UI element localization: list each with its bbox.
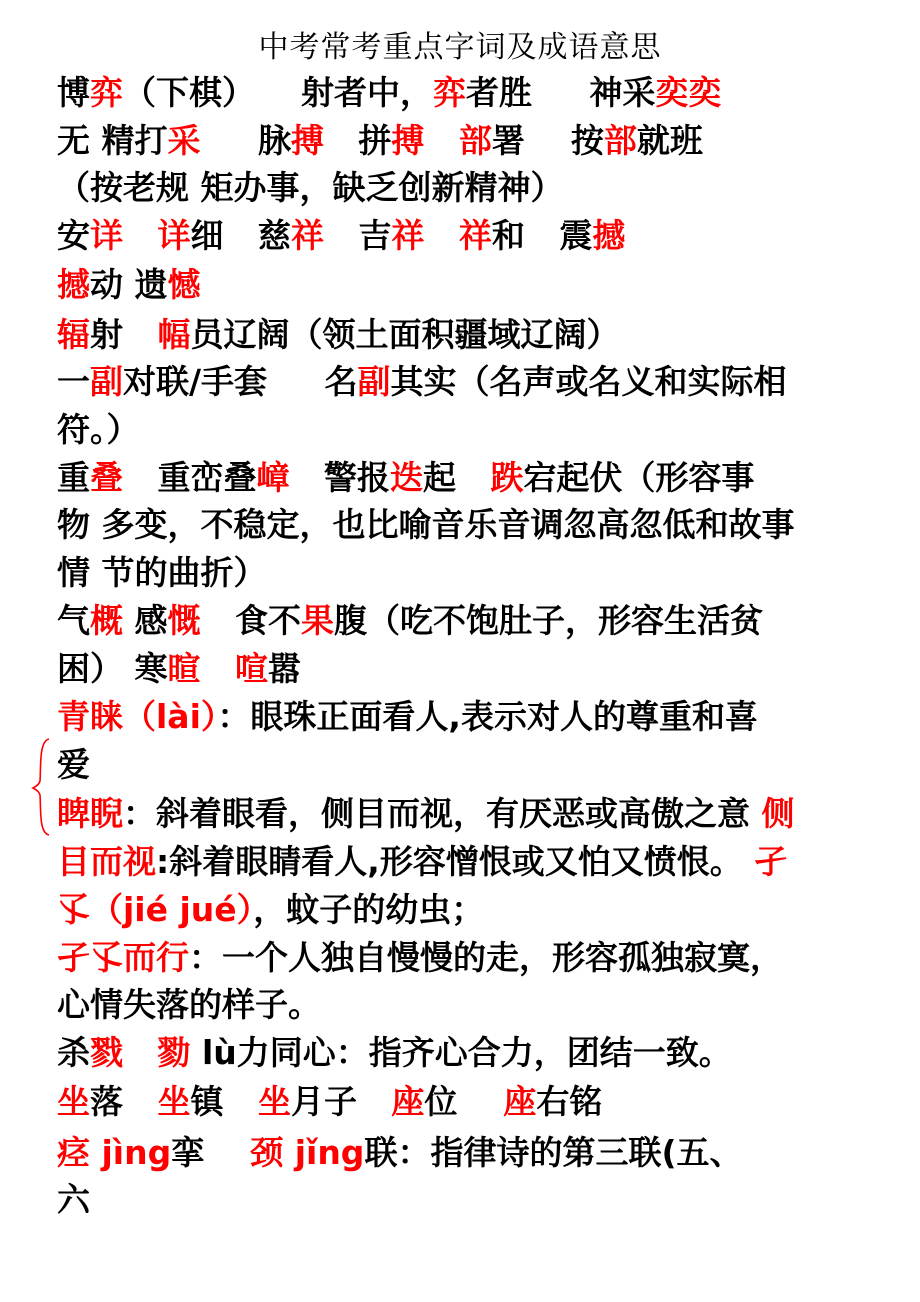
text-segment: 食不 [200, 601, 301, 640]
text-segment [123, 216, 157, 255]
text-line [57, 550, 267, 596]
text-line [57, 887, 484, 933]
highlighted-text: 戮 [90, 1033, 123, 1072]
highlighted-text: 祥 [290, 216, 324, 255]
text-segment: 位 [424, 1082, 504, 1121]
text-segment: （下棋） 射者中， [123, 73, 433, 112]
text-segment: 腹（吃不饱肚子，形容生活贫 [333, 601, 763, 640]
text-segment: 爱 [57, 745, 90, 784]
text-segment: 其实（名声或名义和实际相 [390, 362, 787, 401]
highlighted-text: 勠 [157, 1033, 191, 1072]
text-segment: 右铭 [536, 1082, 603, 1121]
highlighted-text: 撼 [57, 265, 90, 304]
text-line [57, 982, 321, 1028]
text-segment: 六 [57, 1180, 90, 1219]
text-segment [424, 121, 458, 160]
highlighted-text: 祥 [391, 216, 425, 255]
text-segment: ：一个人独自慢慢的走，形容孤独寂寞， [189, 938, 783, 977]
text-line [57, 502, 795, 548]
highlighted-text: 坐 [57, 1082, 90, 1121]
text-segment: 一 [57, 362, 90, 401]
highlighted-text: 痉 jìng [57, 1133, 172, 1172]
text-segment: 和 震 [491, 216, 593, 255]
text-segment: 重 [57, 458, 90, 497]
highlighted-text: 概 [90, 601, 123, 640]
text-segment: 脉 [200, 121, 291, 160]
text-segment: 联：指律诗的第三联(五、 [364, 1133, 743, 1172]
text-segment: 员辽阔（领土面积疆域辽阔） [190, 315, 620, 354]
text-line [57, 935, 783, 981]
highlighted-text: 喧 [234, 649, 268, 688]
highlighted-text: 孑 [754, 842, 788, 881]
text-line [57, 791, 795, 837]
text-segment: 嚣 [267, 649, 301, 688]
text-segment: （按老规 矩办事，缺乏创新精神） [57, 168, 564, 207]
text-line [57, 165, 564, 211]
text-line [57, 455, 754, 501]
text-segment: :斜着眼睛看人,形容憎恨或又怕又愤恨。 [156, 842, 755, 881]
text-segment: 情 节的曲折） [57, 553, 267, 592]
text-segment: 射 [90, 315, 158, 354]
highlighted-text: 副 [357, 362, 391, 401]
text-line [57, 1079, 602, 1125]
document-title: 中考常考重点字词及成语意思 [258, 30, 662, 65]
text-line [57, 312, 619, 358]
text-segment: 物 多变，不稳定，也比喻音乐音调忽高忽低和故事 [57, 505, 795, 544]
highlighted-text: 幅 [157, 315, 191, 354]
text-line [57, 70, 721, 116]
text-segment: 月子 [290, 1082, 392, 1121]
highlighted-text: 青睐（lài） [57, 697, 218, 736]
text-line [57, 262, 201, 308]
text-segment: 安 [57, 216, 90, 255]
text-segment: 重峦叠 [123, 458, 257, 497]
text-line [57, 694, 758, 740]
text-line [57, 646, 301, 692]
text-line [57, 598, 763, 644]
highlighted-text: 迭 [389, 458, 423, 497]
text-segment: 署 按 [491, 121, 604, 160]
text-segment: 动 遗 [90, 265, 168, 304]
highlighted-text: 果 [300, 601, 334, 640]
text-line [57, 213, 625, 259]
text-segment: 博 [57, 73, 90, 112]
text-segment: 挛 [171, 1133, 251, 1172]
highlighted-text: 搏 [391, 121, 425, 160]
text-segment: 警报 [289, 458, 390, 497]
highlighted-text: 座 [391, 1082, 425, 1121]
highlighted-text: 座 [503, 1082, 537, 1121]
text-line [57, 407, 140, 453]
text-segment: ：眼珠正面看人,表示对人的尊重和喜 [217, 697, 758, 736]
highlighted-text: 慨 [167, 601, 201, 640]
highlighted-text: 侧 [761, 794, 795, 833]
text-segment: 镇 [190, 1082, 258, 1121]
text-segment: 困） 寒 [57, 649, 168, 688]
text-segment: ，蚊子的幼虫； [253, 890, 485, 929]
text-segment: 符。） [57, 410, 140, 449]
highlighted-text: 祥 [458, 216, 492, 255]
text-segment: 起 [422, 458, 491, 497]
text-line [57, 1177, 90, 1223]
text-segment [201, 649, 235, 688]
text-segment: 细 慈 [190, 216, 291, 255]
highlighted-text: 坐 [157, 1082, 191, 1121]
highlighted-text: 孓（jié jué） [57, 890, 254, 929]
highlighted-text: 搏 [290, 121, 324, 160]
highlighted-text: 孑孓而行 [57, 938, 189, 977]
text-segment [424, 216, 458, 255]
highlighted-text: 跌 [490, 458, 524, 497]
highlighted-text: 睥睨 [57, 794, 123, 833]
curly-brace-mark [31, 737, 53, 837]
text-segment: 宕起伏（形容事 [523, 458, 755, 497]
highlighted-text: 颈 jǐng [250, 1133, 365, 1172]
text-segment: 就班 [636, 121, 703, 160]
highlighted-text: 采 [167, 121, 201, 160]
text-segment: 拼 [323, 121, 392, 160]
highlighted-text: 目而视 [57, 842, 156, 881]
highlighted-text: 叠 [90, 458, 123, 497]
highlighted-text: 弈 [432, 73, 466, 112]
text-segment: 吉 [323, 216, 392, 255]
text-segment: 心情失落的样子。 [57, 985, 321, 1024]
highlighted-text: 憾 [167, 265, 201, 304]
highlighted-text: 副 [90, 362, 123, 401]
text-line [57, 742, 90, 788]
text-line [57, 118, 703, 164]
text-segment: 气 [57, 601, 90, 640]
text-segment: 者胜 神采 [465, 73, 656, 112]
highlighted-text: 弈 [90, 73, 123, 112]
text-line [57, 1130, 743, 1176]
text-segment: 对联/手套 名 [123, 362, 358, 401]
text-segment [123, 1033, 157, 1072]
highlighted-text: 详 [157, 216, 191, 255]
highlighted-text: 辐 [57, 315, 90, 354]
highlighted-text: 暄 [167, 649, 201, 688]
highlighted-text: 坐 [257, 1082, 291, 1121]
text-segment: 落 [90, 1082, 158, 1121]
highlighted-text: 部 [603, 121, 637, 160]
highlighted-text: 部 [458, 121, 492, 160]
highlighted-text: 撼 [592, 216, 626, 255]
highlighted-text: 奕奕 [655, 73, 722, 112]
text-segment: lù力同心：指齐心合力，团结一致。 [190, 1033, 732, 1072]
text-segment: 感 [123, 601, 168, 640]
highlighted-text: 嶂 [256, 458, 290, 497]
text-segment: 杀 [57, 1033, 90, 1072]
text-line [57, 839, 787, 885]
highlighted-text: 详 [90, 216, 123, 255]
text-line [57, 1030, 732, 1076]
text-line [57, 359, 787, 405]
text-segment: ：斜着眼看，侧目而视，有厌恶或高傲之意 [123, 794, 762, 833]
text-segment: 无 精打 [57, 121, 168, 160]
